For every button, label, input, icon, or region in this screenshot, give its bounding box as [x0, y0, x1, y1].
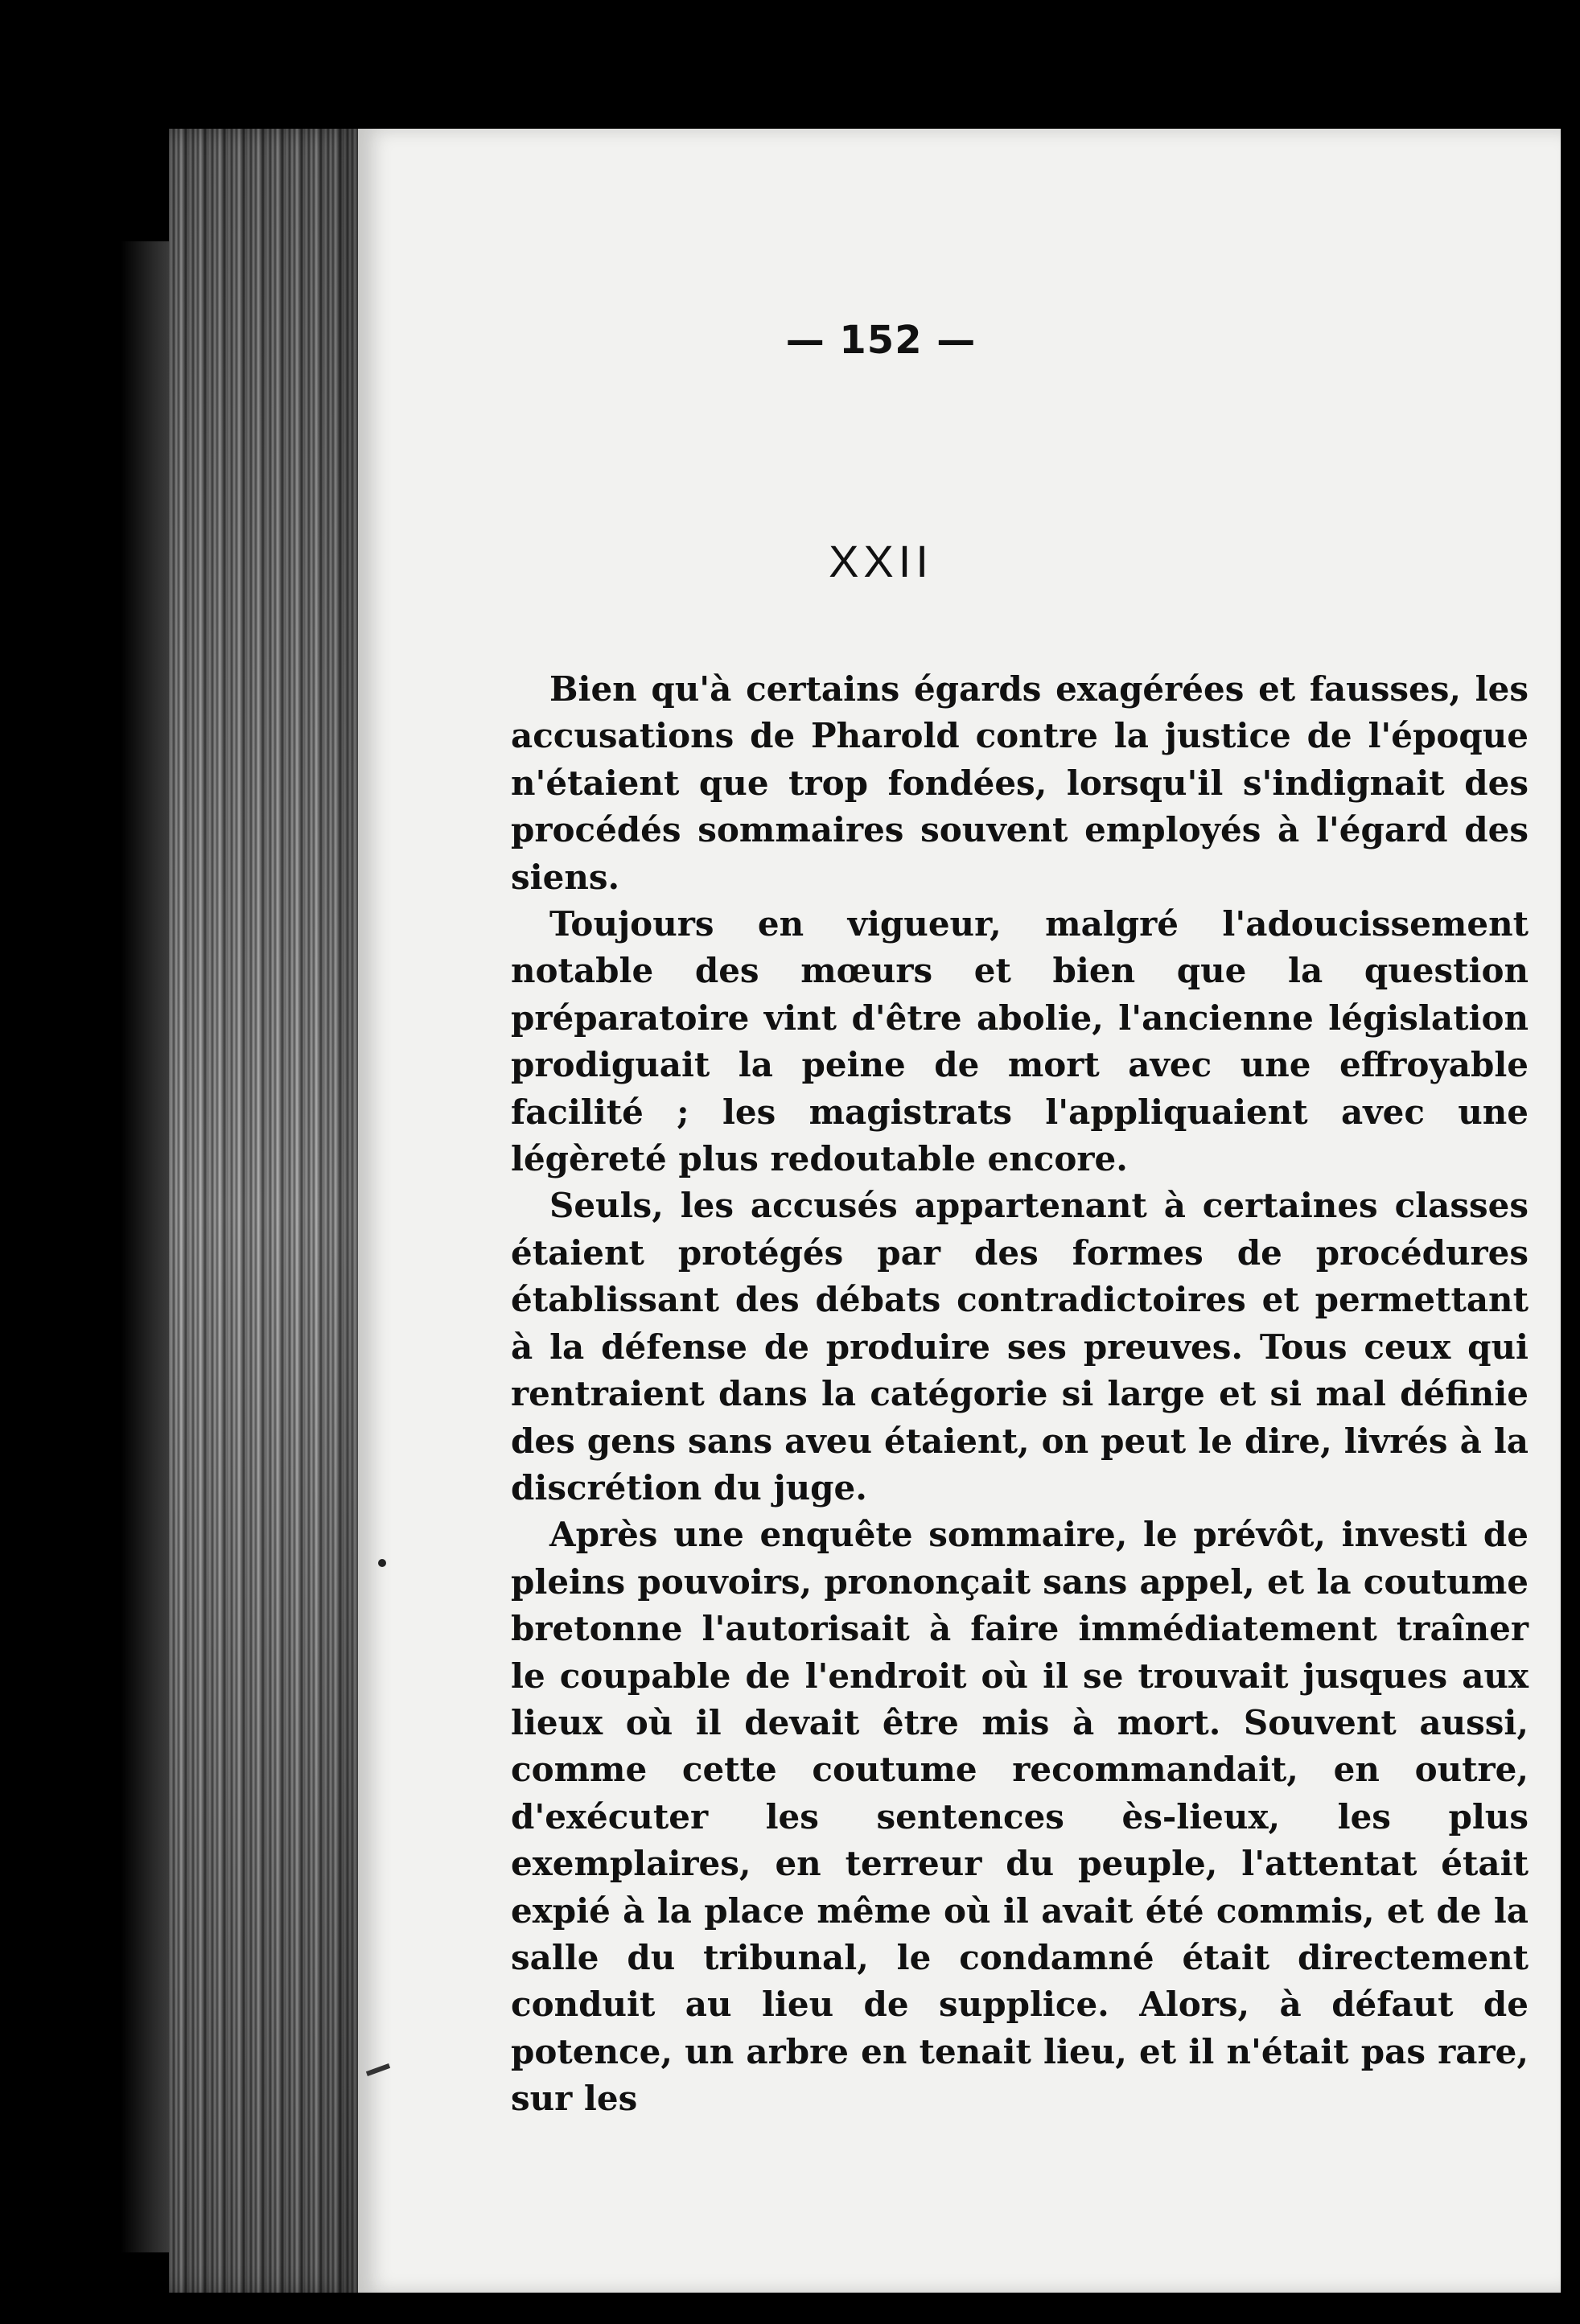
paragraph-1: Bien qu'à certains égards exagérées et fausses, les accusations de Pharold contre la justice de l'époque n'étaient que trop fondées, lorsqu'il s'indignait des procédés sommaires souvent employés à l'égard des siens.	[511, 669, 1529, 897]
paragraph-2: Toujours en vigueur, malgré l'adoucissement notable des mœurs et bien que la question préparatoire vint d'être abolie, l'ancienne législation prodiguait la peine de mort avec une effroyable facilité ; les magistrats l'appliquaient avec une légèreté plus redoutable encore.	[511, 904, 1529, 1179]
paragraph-3: Seuls, les accusés appartenant à certaines classes étaient protégés par des formes de procédures établissant des débats contradictoires et permettant à la défense de produire ses preuves. Tous ceux qui rentraient dans la catégorie si large et si mal définie des gens sans aveu étaient, on peut le dire, livrés à la discrétion du juge.	[511, 1186, 1529, 1508]
page-number: — 152 —	[785, 318, 977, 363]
chapter-title: XXII	[829, 536, 933, 586]
margin-dot-mark	[378, 1559, 386, 1567]
book-page-edges	[169, 129, 358, 2293]
body-text	[511, 666, 1529, 2123]
book-page	[358, 129, 1561, 2293]
paragraph-4: Après une enquête sommaire, le prévôt, investi de pleins pouvoirs, prononçait sans appel, et la coutume bretonne l'autorisait à faire immédiatement traîner le coupable de l'endroit où il se trouvait jusques aux lieux où il devait être mis à mort. Souvent aussi, comme cette coutume recommandait, en outre, d'exécuter les sentences ès-lieux, les plus exemplaires, en terreur du peuple, l'attentat était expié à la place même où il avait été commis, et de la salle du tribunal, le condamné était directement conduit au lieu de supplice. Alors, à défaut de potence, un arbre en tenait lieu, et il n'était pas rare, sur les	[511, 1515, 1529, 2119]
